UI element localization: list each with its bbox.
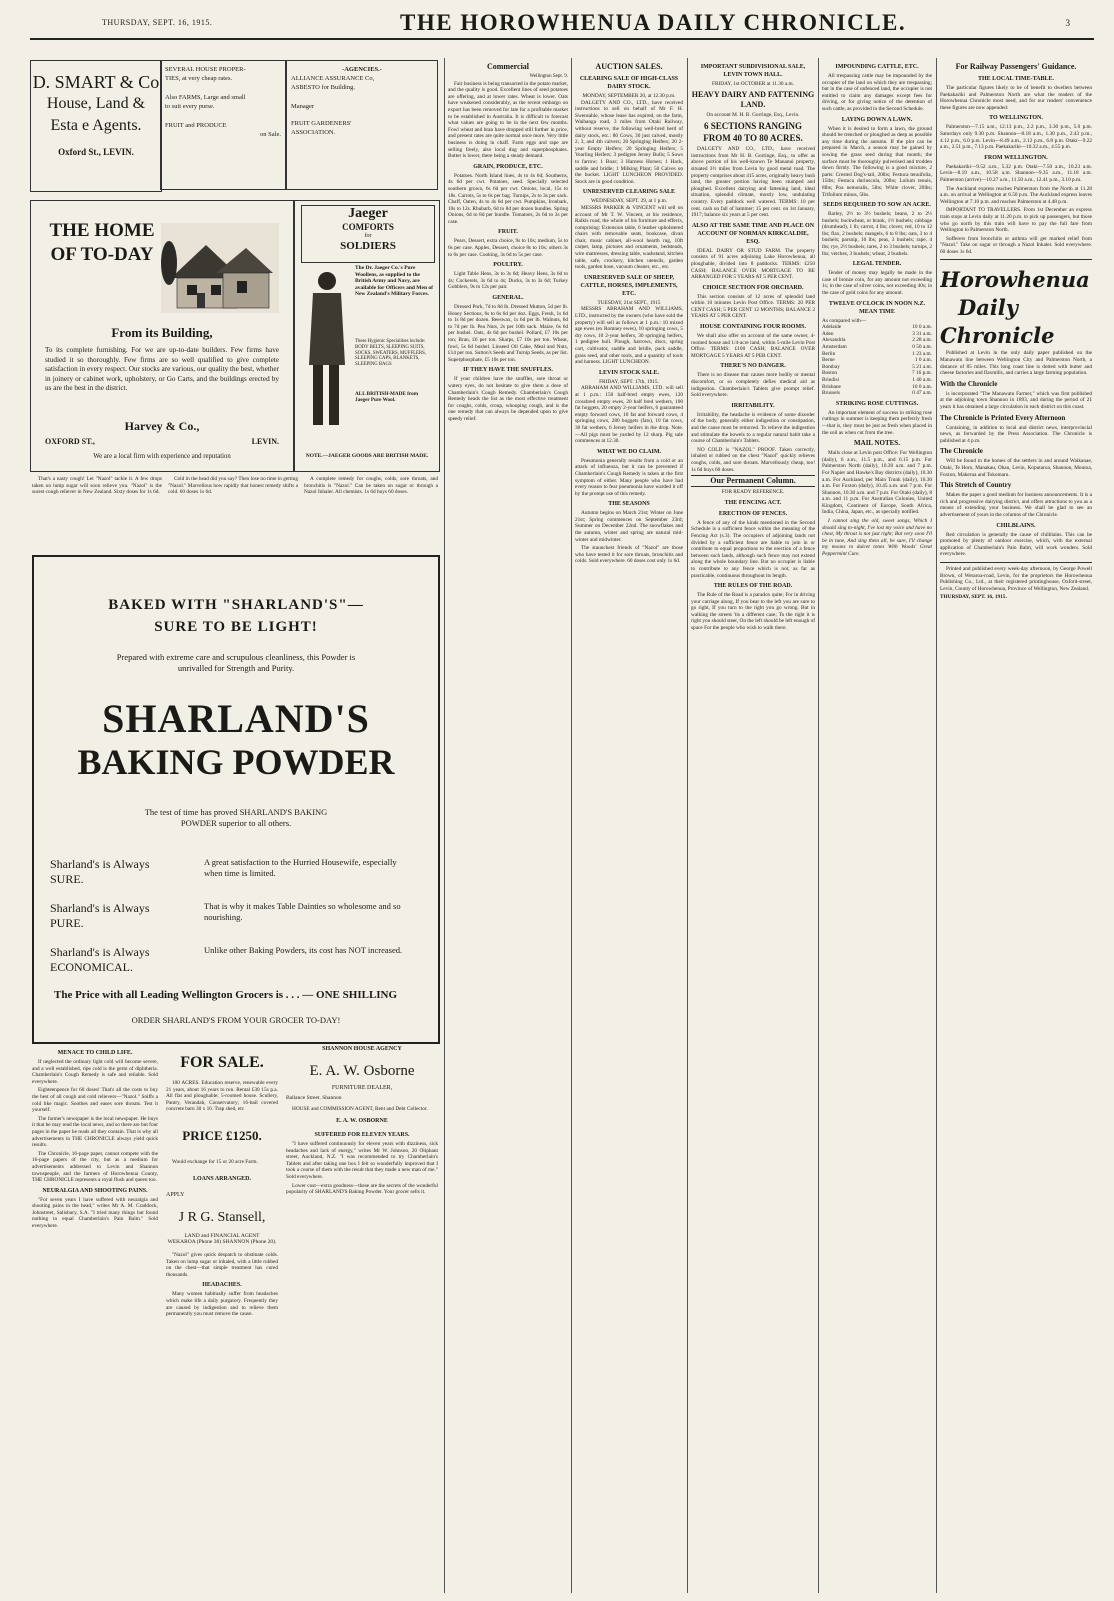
- prop-line: Also FARMS, Large and small: [165, 94, 246, 101]
- chilblains-text: Red circulation is generally the cause of chilblains. This can be promoted by plenty of outdoor exercise, which, with the external application of Chamberlain's Pain Balm, will work wonders. Sold everywhere.: [940, 531, 1092, 558]
- the-chronicle-text: Will be found in the homes of the settlers in and around Waikanae, Otaki, Te Horo, Manakau, Ohau, Levin, Koputaroa, Shannon, Moutoa, Foxton, Makerua and Tokomaru.: [940, 458, 1092, 478]
- forsale-ad: [166, 1046, 278, 1594]
- road-rules-text: The Rule of the Road is a paradox quite; For in driving your carriage along, If you bear to the left you are sure to go right, If you turn to the right you go wrong. But in walking the streets 'tis a different case; To the right it is right you should steer, On the left should be left enough of space For the people who wish to walk there.: [691, 592, 815, 632]
- poultry-text: Light Table Hens, 3s to 3s 6d; Heavy Hens, 3s 6d to 4s; Cockerels, 3s 6d to 4s; Ducks, 3s to 3s 6d; Turkey Gobblers, 9s to 12s per pair.: [448, 271, 568, 291]
- smart-name: D. SMART & Co: [32, 72, 160, 92]
- smart-address: Oxford St., LEVIN.: [58, 147, 134, 157]
- menace-heading: MENACE TO CHILD LIFE.: [57, 1050, 133, 1056]
- chronicle-brand-3: Chronicle: [940, 323, 1055, 349]
- mean-time-place: Amsterdam: [822, 344, 847, 350]
- to-wellington-heading: TO WELLINGTON.: [989, 115, 1043, 122]
- mean-time-row: [822, 370, 932, 377]
- levin-stock-heading: LEVIN STOCK SALE.: [598, 369, 660, 376]
- impounding-heading: IMPOUNDING CATTLE, ETC.: [835, 64, 919, 70]
- masthead: [30, 2, 1094, 40]
- house-illustration: [161, 223, 279, 313]
- osborne-body: HOUSE and COMMISSION AGENT, Rent and Debt Collector.: [292, 1105, 428, 1112]
- nazol-note: Eighteenpence for 60 doses! That's all the costs to buy the best of all cough and cold relievers—"Nazol." Sniffs a cold like magic. Soothes and eases sore throats. Test it yourself.: [32, 1087, 158, 1114]
- subdivision-column: [691, 60, 815, 1594]
- smart-properties-ad: [160, 60, 286, 190]
- commercial-body: Fair business is being transacted in the potato market, and the quality is good. Excellent lines of seed potatoes are offering, and at lower rates. Wheat is lower. Oats have weakened considerably, as the recent embargo on export has been removed for late for a profitable market to be established in Australia. It is difficult to forecast what values are going to be in the next few months. Fowl wheat and bran have dropped still further in price, and present rates are quite normal once more. Very little business is doing in chaff. Farm eggs and rape are selling freely, also local dug and superphosphates. Butter is lower, there being a steady demand.: [448, 80, 568, 160]
- mean-time-intro: As compared with—: [822, 317, 867, 324]
- the-chronicle-heading: The Chronicle: [940, 447, 983, 456]
- prop-line: FRUIT and PRODUCE: [165, 122, 227, 129]
- mean-time-place: Boston: [822, 370, 838, 377]
- column-rule: [687, 58, 688, 1593]
- smart-ad: [30, 60, 162, 192]
- mean-time-row: [822, 344, 932, 351]
- claim-text: Pneumonia generally results from a cold or an attack of influenza, but it can be prevented if Chamberlain's Cough Remedy is taken at the first symptom of either. Many people who have had every reason to fear pneumonia have warded it off by the prompt use of this remedy.: [575, 457, 683, 497]
- auckland-express-text: The Auckland express reaches Palmerston from the North at 11.28 a.m. on arrival at Wellington at 6.50 p.m. The Auckland express leaves Wellington at 7.10 p.m. and reaches Palmerston at 4.48 p.m.: [940, 185, 1092, 205]
- with-chronicle-heading: With the Chronicle: [940, 379, 998, 388]
- auction-title: AUCTION SALES.: [595, 62, 663, 71]
- auction-sale-2-heading: UNRESERVED CLEARING SALE: [582, 189, 676, 196]
- harvey-town: LEVIN.: [251, 437, 279, 446]
- neuralgia-heading: NEURALGIA AND SHOOTING PAINS.: [42, 1187, 148, 1194]
- agencies-line: Manager: [291, 103, 315, 110]
- harvey-address: OXFORD ST.,: [45, 437, 95, 446]
- claim-heading: WHAT WE DO CLAIM.: [596, 448, 661, 455]
- mean-time-place: Brisbane: [822, 383, 841, 390]
- rose-heading: STRIKING ROSE CUTTINGS.: [835, 400, 919, 407]
- sharland-ad: [32, 555, 440, 1044]
- rose-text: An important element of success in striking rose cuttings in summer is keeping them perfectly fresh—that is, they must be just as fresh when placed in the soil as when cut from the tree.: [822, 409, 932, 436]
- fences-heading: ERECTION OF FENCES.: [718, 510, 788, 517]
- osborne-ad: [286, 1046, 438, 1594]
- stansell-office: WEKAROA (Phone 38) SHANNON (Phone 20).: [167, 1239, 277, 1246]
- jaeger-line3: SOLDIERS: [340, 240, 396, 252]
- grain-heading: GRAIN, PRODUCE, ETC.: [473, 163, 543, 170]
- mean-time-heading: TWELVE O'CLOCK IN NOON N.Z. MEAN TIME: [828, 300, 926, 315]
- commercial-title: Commercial: [486, 62, 530, 71]
- auction-sale-2-text: MESSRS PARKER & VINCENT will sell on account of Mr T. W. Vincent, at his residence, Raikis road, the whole of his furniture and effects, comprising: Extension table, 6 leather upholstered chairs with removable seats, bookcase, divan chair, music cabinet, all-wool hearth rug, 10ft carpet, lamp, pictures and ornaments, bedsteads, wire mattresses, dressing table, washstand, kitchen table, safe, crockery, kitchen utensils, garden tools, garden hose, vacuum cleaner, etc., etc.: [575, 204, 683, 271]
- auction-sale-3-heading: UNRESERVED SALE OF SHEEP, CATTLE, HORSES, IMPLEMENTS, ETC.: [580, 274, 678, 297]
- mean-time-place: Aden: [822, 330, 834, 337]
- mean-time-place: Brussels: [822, 390, 840, 397]
- general-heading: GENERAL.: [492, 295, 524, 302]
- jaeger-line2: for: [364, 233, 372, 239]
- chronicle-note: The Chronicle, 16-page paper, cannot compete with the 16-page papers of the city, but as a medium for advertisements addressed to Levin and Shannon townspeople, and the farmers of Horowhenua County, THE CHRONICLE represents a royal flush and queen too.: [32, 1150, 158, 1184]
- sections-heading: 6 SECTIONS RANGING FROM 40 TO 80 ACRES.: [703, 121, 803, 144]
- sharland-price: The Price with all Leading Wellington Grocers is . . . — ONE SHILLING: [54, 989, 398, 1001]
- mean-time-value: 10 0 a.m.: [912, 324, 932, 331]
- commercial-dateline: Wellington Sept. 9.: [529, 74, 568, 79]
- no-danger-heading: THERE'S NO DANGER.: [720, 363, 786, 370]
- mean-time-value: 1 40 a.m.: [912, 376, 932, 383]
- sharland-order: ORDER SHARLAND'S FROM YOUR GROCER TO-DAY!: [131, 1015, 341, 1025]
- jaeger-footer: NOTE.—JAEGER GOODS ARE BRITISH MADE.: [305, 453, 429, 459]
- sharland-headline-2: SURE TO BE LIGHT!: [154, 619, 318, 635]
- fencing-heading: THE FENCING ACT.: [724, 499, 782, 506]
- forsale-loans: LOANS ARRANGED.: [192, 1175, 251, 1182]
- menace-text: If neglected the ordinary light cold will become severe, and a well established, ripe cold is the germ of diphtheria. Chamberlain's Cough Remedy is safe and reliable. Sold everywhere.: [32, 1059, 158, 1085]
- soldier-illustration: [301, 265, 351, 435]
- subdivision-date: FRIDAY, 1st OCTOBER at 11.30 a.m.: [712, 81, 794, 87]
- mean-time-place: Berlin: [822, 350, 836, 357]
- impounding-text: All trespassing cattle may be impounded by the occupier of the land on which they are trespassing; but in the case of unfenced land, the occupier is not entitled to claim any damages except fees for driving, or for giving notice of the detention of such cattle, as provided in the Second Schedule.: [822, 73, 932, 112]
- harvey-tagline: From its Building,: [111, 325, 213, 340]
- peppermint-verse: I cannot sing the old, sweet songs, Which I should sing to-night, I've lost my voice and have no chest, My throat is not just right; But very soon I'll be in tune, And sing them all, be sure, I'll change my moans to dulcet tones With Woods' Great Peppermint Cure.: [822, 518, 932, 558]
- mean-time-value: 3 31 a.m.: [912, 330, 932, 337]
- bottom-column-1: [32, 1046, 158, 1594]
- legal-tender-text: Tender of money may legally be made in the case of bronze coin, for any amount not exceeding 1s; in the case of silver coins, not exceeding 40s; in the case of gold coins for any amount.: [822, 270, 932, 297]
- seasons-heading: THE SEASONS: [608, 501, 650, 508]
- irritability-heading: IRRITABILITY.: [731, 402, 775, 409]
- mail-notes-text: Mails close at Levin post Office: For Wellington (daily), 6 a.m., 11.5 p.m., and 6.15 p.m. For Palmerston North (daily), 10.30 a.m. and 7 p.m. For Napier and Hawke's Bay districts (daily), 10.30 a.m. For Auckland, per Main Trunk (daily), 10.30 a.m. For Foxton (daily), 10.45 a.m. and 7 p.m. For Shannon, 10.30 a.m. and 7 p.m. For Otaki (daily), 8 a.m. and 11 p.m. For Australian Colonies, United Kingdom, Continent of Europe, South Africa, India, China, Japan, etc., as specially notified.: [822, 450, 932, 516]
- permanent-column-heading: Our Permanent Column.: [691, 475, 815, 487]
- irritability-text: Irritability, the headache is evidence of some disorder of the body, generally either indigestion or constipation, and the cause must be removed. To relieve the indigestion and stimulate the bowels to a regular natural habit take a course of Chamberlain's Tablets.: [691, 411, 815, 445]
- commercial-column: [448, 60, 568, 1594]
- sharland-headline-1: BAKED WITH "SHARLAND'S"—: [108, 597, 364, 613]
- from-wellington-times: Paekakariki—9.52 a.m., 5.32 p.m. Otaki—7.50 a.m., 10.23 a.m. Levin—8.19 a.m., 10.58 a.m. Shannon—9.35 a.m., 11.18 a.m. Palmerston (arrive)—10.27 a.m., 11.50 a.m., 12.41 p.m., 3.10 p.m.: [940, 163, 1092, 183]
- sharland-note: Lower cost—extra goodness—these are the secrets of the wonderful popularity of SHARLAND'S Baking Powder. Your grocer sells it.: [286, 1182, 438, 1196]
- stretch-heading: This Stretch of Country: [940, 481, 1012, 490]
- mean-time-place: Brindisi: [822, 376, 840, 383]
- masthead-title: THE HOROWHENUA DAILY CHRONICLE.: [400, 10, 907, 35]
- nazol-ad-2: Cold in the head did you say? Then lose no time in getting "Nazol." Marvellous how rapidly that honest remedy shifts a cold. 60 doses 1s 6d.: [168, 476, 298, 496]
- osborne-sub: FURNITURE DEALER,: [331, 1084, 393, 1091]
- prop-line: on Sale.: [260, 131, 281, 138]
- imprint-date: THURSDAY, SEPT. 16, 1915.: [940, 594, 1007, 601]
- lawn-heading: LAYING DOWN A LAWN.: [841, 116, 913, 123]
- osborne-address: Ballance Street. Shannon: [286, 1095, 342, 1102]
- mail-notes-heading: MAIL NOTES.: [854, 439, 900, 448]
- nazol-ad-1: That's a nasty cough! Let "Nazol" tackle it. A few drops taken on lump sugar will soon relieve you. "Nazol" is the surest cough reliever in New Zealand. Sixty doses for 1s 6d.: [32, 476, 162, 496]
- farmer-note: The farmer's newspaper is the local newspaper. He buys it that he may read the local news, and so there are but four pages in the paper he reads all they contain. That is why all advertisements in THE CHRONICLE always yield quick results.: [32, 1115, 158, 1149]
- harvey-footer: We are a local firm with experience and reputation: [93, 453, 231, 460]
- dairy-land-heading: HEAVY DAIRY AND FATTENING LAND.: [691, 89, 815, 109]
- mean-time-value: 7 16 p.m.: [911, 370, 932, 377]
- mean-time-value: 10 0 a.m.: [912, 383, 932, 390]
- kirkcaldie-heading: ALSO AT THE SAME TIME AND PLACE ON ACCOUNT OF NORMAN KIRKCALDIE, ESQ.: [691, 222, 815, 245]
- agencies-line: ASBESTO for Building.: [291, 84, 355, 91]
- general-text: Dressed Pork, 7d to 8d lb. Dressed Mutton, 5d per lb. Honey Sections, 6s to 6s 6d per doz. Eggs, Fresh, 1s 6d to 1s 8d per dozen. Beeswax, 1s 6d per lb. Walnuts, 6d to 7d per lb. Pea Nuts, 2s per 10lb sack. Maize, 6s 6d per bushel. Oats, 4s 6d per bushel. Pollard, £7 10s per ton; Bran, £6 per ton. Sharps, £7 10s per ton. Wheat, fowl, 5s 6d bushel. Linseed Oil Cake, Meal and Nuts, £14 per ton. Sutton's Seeds and Turnip Seeds, as per list. Superphosphate, £5 10s per ton.: [448, 304, 568, 363]
- mean-time-table: [822, 324, 932, 397]
- subdivision-text: DALGETY AND CO., LTD., have received instructions from Mr H. B. Gorringe, Esq., to offer as above portion of his well-known Te Mananui property, situated 3½ miles from Levin by good metal road. The property comprises about 415 acres, originally heavy bush land, the greater portion having been stumped and ploughed. Excellent dairying and fattening land, ideal situation, splendid climate, mostly low, undulating country. Every paddock well watered. TERMS: 10 per cent. cash on fall of hammer; 15 per cent. on 1st January, 1917; balance six years at 5 per cent.: [691, 146, 815, 219]
- mean-time-value: 5 21 a.m.: [912, 363, 932, 370]
- harvey-body: To its complete furnishing. For we are up-to-date builders. Few firms have studied it so thoroughly. Few firms are so well qualified to give complete satisfaction in every respect. Our stocks are various, our quality the best, whether in joinery or cabinet work, upholstery, or Go Carts, and the buildings erected by us are the best in the district.: [45, 346, 279, 392]
- forsale-title: FOR SALE.: [180, 1054, 264, 1071]
- sharland-test: The test of time has proved SHARLAND'S BAKING POWDER superior to all others.: [144, 807, 328, 828]
- chronicle-desc: Published at Levin in the only daily paper published on the Manawatu line between Wellington City and Palmerston North, a distance of 85 miles. This long coast line is dotted with butter and cheese factories and flaxmills, and carries a large farming population.: [940, 350, 1092, 377]
- levin-stock-date: FRIDAY, SEPT. 17th, 1915.: [599, 378, 659, 385]
- forsale-acres: 100 ACRES. Education reserve, renewable every 21 years, about 16 years to run. Rental £30 15s p.a. All flat and ploughable; 5-roomed house. Scullery, Pantry, Verandah, Conservatory; 16-bail covered concrete barn 30 x 16. Trap shed, etc: [166, 1080, 278, 1113]
- jaeger-line1: COMFORTS: [342, 222, 394, 232]
- page-number: 3: [1065, 18, 1070, 28]
- column-rule: [571, 58, 572, 1593]
- auction-column: [575, 60, 683, 1594]
- travellers-text: IMPORTANT TO TRAVELLERS. From 1st December an express train stops at Levin daily at 11.20 p.m. to pick up passengers, but those who go north by this train will have to pay the full fare from Wellington to Palmerston North.: [940, 207, 1092, 234]
- reference-column: [822, 60, 932, 1594]
- smart-line2: House, Land &: [46, 95, 146, 112]
- subdivision-account: On account M. H. B. Gorringe, Esq., Levin.: [706, 111, 800, 118]
- sharland-sure: Sharland's is Always SURE.: [50, 857, 150, 886]
- sharland-intro: Prepared with extreme care and scrupulous cleanliness, this Powder is unrivalled for Strength and Purity.: [116, 652, 356, 673]
- road-rules-heading: THE RULES OF THE ROAD.: [713, 583, 793, 590]
- mean-time-value: 0 47 a.m.: [912, 390, 932, 397]
- headaches-text: Many women habitually suffer from headaches which make life a daily purgatory. Frequently they are caused by indigestion and to relieve them permanently you must remove the cause.: [166, 1291, 278, 1318]
- stansell-name: J R G. Stansell,: [178, 1209, 266, 1225]
- nazol-note-2: "Nazol" gives quick despatch to obstinate colds. Taken on lump sugar or inhaled, with a little rubbed on the chest—that simple treatment has cured thousands.: [166, 1251, 278, 1278]
- orchard-text: This section consists of 12 acres of splendid land within 10 minutes Levin Post Office. TERMS: 20 PER CENT CASH; 5 PER CENT 12 MONTHS; BALANCE 2 YEARS AT 5 PER CENT.: [691, 293, 815, 320]
- no-danger-text: There is no disease that causes more bodily or mental discomfort, or so completely defies medical aid as indigestion. Chamberlain's Tablets give prompt relief. Sold everywhere.: [691, 372, 815, 399]
- seasons-text: Autumn begins on March 21st; Winter on June 21st; Spring commences on September 23rd; Summer on December 22nd. The snowflakes and the autumn, winter and spring are natural mid-winter and midwinter.: [575, 510, 683, 543]
- jaeger-origin: ALL BRITISH-MADE from Jaeger Pure Wool.: [355, 391, 419, 404]
- poultry-heading: POULTRY.: [493, 262, 523, 269]
- timetable-heading: THE LOCAL TIME-TABLE.: [978, 76, 1054, 82]
- jaeger-name: Jaeger: [348, 206, 388, 221]
- smart-line3: Esta e Agents.: [50, 117, 142, 134]
- fruit-heading: FRUIT.: [498, 229, 518, 236]
- auction-sale-2-date: WEDNESDAY, SEPT. 29, at 1 p.m.: [590, 198, 668, 205]
- subdivision-heading: IMPORTANT SUBDIVISIONAL SALE, LEVIN TOWN HALL.: [700, 64, 806, 78]
- auction-sale-3-date: TUESDAY, 21st SEPT., 1915: [597, 299, 661, 306]
- forsale-apply: APPLY: [166, 1192, 185, 1199]
- from-wellington-heading: FROM WELLINGTON.: [984, 154, 1048, 161]
- forsale-price: PRICE £1250.: [182, 1127, 262, 1143]
- masthead-date: THURSDAY, SEPT. 16, 1915.: [102, 18, 213, 27]
- harvey-headline-2: OF TO-DAY: [50, 244, 154, 265]
- mean-time-row: [822, 331, 932, 338]
- mean-time-value: 1 0 a.m.: [914, 357, 932, 364]
- neuralgia-text: "For seven years I have suffered with neuralgia and shooting pains in the head," writes Mr A. M. Craddock, Johnstreet, Salisbury, S.A. "I tried many things but found nothing to equal Chamberlain's Pain Balm." Sold everywhere.: [32, 1196, 158, 1230]
- chilblains-heading: CHILBLAINS.: [996, 522, 1036, 529]
- sharland-product: BAKING POWDER: [77, 742, 395, 782]
- mean-time-row: [822, 351, 932, 358]
- fruit-text: Pears, Dessert, extra choice, 9s to 10s; medium, 5s to 6s per case. Apples, Dessert, choice 8s to 10s; others 3s to 6s per case. Cooking, 3s 6d to 5s per case.: [448, 238, 568, 258]
- jaeger-list: These Hygienic Specialities include: BODY BELTS, SLEEPING SUITS, SOCKS, SWEATERS, MUFFLERS, SLEEPING CAPS, BLANKETS, SLEEPING BAGS: [355, 339, 427, 368]
- sharland-sure-text: A great satisfaction to the Hurried Housewife, especially when time is limited.: [204, 857, 397, 878]
- mean-time-row: [822, 377, 932, 384]
- orchard-heading: CHOICE SECTION FOR ORCHARD.: [702, 284, 804, 291]
- agencies-line: ALLIANCE ASSURANCE Co,: [291, 75, 375, 82]
- auction-sale-1-text: DALGETY AND CO., LTD., have received instructions to sell on behalf of Mr F. H. Swensahle, whose lease has expired, on the farm, Waihanga road, 3 miles from Otaki Railway, without reserve, the following well-bred herd of dairy stock, etc.: 80 Cows, 30 just calved, mostly 2, 3, and 4th calvers; 20 Springing Heifers; 20 2-year Empty Heifers; 20 Springing Heifers; 5 Yearling Heifers; 3 pedigree Jersey Bulls; 5 Sows to farrow; 1 Boar; 3 Harness Horses; 1 Hack, saddle and bridle; 1 Milking Plant; 50 Calves on the bucket. LIGHT LUNCHEON PROVIDED. Stock are in good condition.: [575, 99, 683, 185]
- mean-time-row: [822, 390, 932, 397]
- fencing-text: A fence of any of the kinds mentioned in the Second Schedule is a sufficient fence within the meaning of the Fencing Act (s.3). The occupiers of adjoining lands not divided by a sufficient fence are liable to join in or contribute to equal proportions to the erection of a fence between such lands, although such fence may not extend along the whole boundary line. But no occupier is liable to contribute to any fence which is not, as far as practicable, continuous throughout its length.: [691, 519, 815, 579]
- column-rule: [444, 58, 445, 1593]
- imprint-text: Printed and published every week-day afternoon, by George Powell Brown, of Weraroa-road, Levin, for the proprietors the Horowhenua Publishing Co., Ltd., at their registered printinghouse, Oxford-street, Levin, County of Horowhenua, Province of Wellington, New Zealand.: [940, 565, 1092, 592]
- mean-time-row: [822, 364, 932, 371]
- jaeger-ad: [294, 200, 440, 472]
- levin-stock-text: ABRAHAM AND WILLIAMS, LTD. will sell at 1 p.m.: 150 half-bred empty ewes, 120 crossbred empty ewes, 20 half bred wethers, 100 fat hoggets, 20 empty 2-year heifers, 6 guaranteed empty forward cows, 10 fat and forward cows, 4 springing cows, 280 hoggets (fats), 10 fat cows, 30 fat wethers, 6 Jersey heifers in the drop. Note.—All pigs must be yarded by 12 sharp. Pig sale commences at 12.30.: [575, 385, 683, 445]
- mean-time-row: [822, 384, 932, 391]
- mean-time-value: 1 23 a.m.: [912, 350, 932, 357]
- printed-text: Containing, in addition to local and district news, interprovincial news, as forwarded by the Press Association. The Chronicle is published at 4 p.m.: [940, 424, 1092, 444]
- agencies-line: ASSOCIATION.: [291, 129, 336, 136]
- legal-tender-heading: LEGAL TENDER.: [852, 261, 902, 268]
- sharland-pure-text: That is why it makes Table Dainties so wholesome and so nourishing.: [204, 901, 401, 922]
- agencies-line: FRUIT GARDENERS': [291, 120, 352, 127]
- mean-time-value: 2 28 a.m.: [912, 337, 932, 344]
- nazol-note-4: NO COLD is "NAZOL" PROOF. Taken correctly, inhaled or rubbed on the chest "Nazol" quickly relieves coughs, colds, and sore throats. Marvellously cheap, too! 1s 6d buys 60 doses.: [691, 446, 815, 473]
- mean-time-row: [822, 324, 932, 331]
- agencies-title: -AGENCIES.-: [342, 66, 382, 73]
- auction-sale-1-heading: CLEARING SALE OF HIGH-CLASS DAIRY STOCK.: [579, 76, 679, 90]
- house-text: We shall also offer on account of the same owner, 4-roomed house and 1/4-acre land, within 5-mile Levin Post Office. TERMS: £100 CASH; BALANCE OVER MORTGAGE 5 YEARS AT 5 PER CENT.: [691, 333, 815, 359]
- stansell-sub: LAND and FINANCIAL AGENT: [184, 1232, 260, 1239]
- auction-sale-3-text: MESSRS ABRAHAM AND WILLIAMS, LTD., instructed by the owners (who have sold the property) will sell as follows at 1 p.m.: 10 mixed age ewes (ex Romney ewes), 10 springing cows, 5 dry cows, 10 2-year heifers, 30 springing heifers, 1 pedigree bull. Plough, harrows, discs, spring cart, cultivator, saddle and bridle, pack saddle, grass seed, and other tools, and a quantity of tools and harness. LIGHT LUNCHEON.: [575, 306, 683, 366]
- prop-line: TIES, at very cheap rates.: [165, 75, 233, 82]
- harvey-ad: [30, 200, 294, 472]
- jaeger-body: The Dr. Jaeger Co.'s Pure Woollens, as supplied to the British Army and Navy, are available for Officers and Men of New Zealand's Military Forces.: [355, 265, 433, 298]
- grain-text: Potatoes. North Island lines, 4s to 4s 6d; Southerns, 4s 6d per cwt. Potatoes, seed. Specially selected southern grown, 6s 6d per cwt. Onions, local, 15s to 18s. Carrots, 5s to 6s per bag. Turnips, 2s to 3s per sack. Chaff, Oaten, 4s to 4s 6d per cwt. Pumpkins, Ironbark, 10s to 12s. Rhubarb, 6d to 8d per dozen bundles. Spring Onions, 6d to 8d per bundle. Tomatoes, 2s 6d to 3s per case.: [448, 172, 568, 225]
- seeds-heading: SEEDS REQUIRED TO SOW AN ACRE.: [823, 202, 931, 209]
- eleven-years-text: "I have suffered continuously for eleven years with dizziness, sick headaches and lack of energy," writes Mr W. Johnson, 20 Oliphant street, Auckland, N.Z. "I was recommended to try Chamberlain's Tablets and after taking one box I felt so wonderfully improved that I took a course of them with the result that they made a new man of me." Sold everywhere.: [286, 1140, 438, 1180]
- seeds-text: Barley, 2½ to 3½ bushels; beans, 2 to 2½ bushels; buckwheat, or brank, 1½ bushels; cabbage (drumhead), 1 lb; carrot, 4 lbs; clover, red, 10 to 12 lbs; flax, 2 bushels; mangels, 6 to 8 lbs; oats, 3 to 4 bushels; parsnip, 10 lbs; peas, 3 bushels; rape, 4 lbs; rye, 2½ bushels; tares, 2 to 3 bushels; turnips, 2 lbs; vetches, 3 bushels; wheat, 2 bushels.: [822, 211, 932, 257]
- prop-line: to suit every purse.: [165, 103, 215, 110]
- chronicle-column: [940, 60, 1092, 1594]
- forsale-terms: Would exchange for 15 or 20 acre Farm.: [172, 1158, 258, 1165]
- eleven-years-heading: SUFFERED FOR ELEVEN YEARS.: [314, 1131, 410, 1138]
- mean-time-value: 0 50 a.m.: [912, 344, 932, 350]
- mean-time-place: Bombay: [822, 363, 840, 370]
- mean-time-place: Adelaide: [822, 324, 842, 331]
- stud-farm-text: IDEAL DAIRY OR STUD FARM. The property consists of 91 acres adjoining Lake Horowhenua, all ploughable, divided into 8 paddocks. TERMS: £250 CASH; BALANCE OVER MORTGAGE TO BE ARRANGED FOR 5 YEARS AT 5 PER CENT.: [691, 247, 815, 281]
- nazol-note-5: Sufferers from bronchitis or asthma will get marked relief from "Nazol." Take on sugar or through a Nazol Inhaler. Sold everywhere. 60 doses 1s 6d.: [940, 235, 1092, 255]
- auction-sale-1-date: MONDAY, SEPTEMBER 20, at 12.30 p.m.: [582, 93, 676, 99]
- nazol-note-3: The staunchest friends of "Nazol" are those who have tested it for sore throats, bronchitis and colds. Sold everywhere. 60 doses cost only 1s 6d.: [575, 545, 683, 565]
- agencies-ad: [286, 60, 438, 190]
- snuffles-heading: IF THEY HAVE THE SNUFFLES.: [463, 367, 553, 374]
- timetable-intro: The particular figures likely to be of benefit to dwellers between Paekakariki and Palmerston North are what the readers of the Horowhenua Chronicle most need, and for our readers' convenience these figures are now appended:: [940, 85, 1092, 111]
- stretch-text: Makes the paper a good medium for business announcements. It is a rich and progressive dairying district, and offers attractions to you as a means of extending your business. We shall be glad to see an advertisement of yours in the columns of the Chronicle.: [940, 492, 1092, 518]
- nazol-ad-3: A complete remedy for coughs, colds, sore throats, and bronchitis is "Nazol." Can be taken on sugar or through a Nazol Inhaler. All chemists. 1s 6d buys 60 doses.: [304, 476, 438, 496]
- mean-time-place: Alexandria: [822, 337, 846, 344]
- chronicle-brand-1: Horowhenua: [940, 267, 1090, 293]
- mean-time-row: [822, 357, 932, 364]
- lawn-text: When it is desired to form a lawn, the ground should be trenched or ploughed as deep as possible any time during the autumn. If the plot can be prepared in March, a season may be gained by sowing the grass seed during that month; the surface must be thoroughly pulverised and trodden down firmly. The following is a good mixture, 2 parts: Crested Dog's-tail, 20lbs; Festuca tenuifolia, 15lbs; Festuca duriuscula, 20lbs; Lolium tenuis, 8lbs; Poa nemoralis, 5lbs; White clover, 20lbs; Trifolium minus, 5lbs.: [822, 125, 932, 198]
- headaches-heading: HEADACHES.: [202, 1282, 242, 1289]
- prop-line: SEVERAL HOUSE PROPER-: [165, 66, 246, 73]
- sharland-economical: Sharland's is Always ECONOMICAL.: [50, 945, 150, 974]
- printed-heading: The Chronicle is Printed Every Afternoon: [940, 413, 1066, 422]
- railway-heading: For Railway Passengers' Guidance.: [955, 62, 1077, 71]
- snuffles-text: If your children have the snuffles, sore throat or watery eyes, do not hesitate to give them a dose of Chamberlain's Cough Remedy. Chamberlain's Cough Remedy heads the list as the most effective treatment for coughs, colds, croup, whooping cough, and is the one remedy that can always be depended upon to give speedy relief.: [448, 376, 568, 422]
- sharland-brand: SHARLAND'S: [102, 696, 370, 741]
- osborne-agency: SHANNON HOUSE AGENCY: [322, 1046, 402, 1052]
- osborne-name: E. A. W. Osborne: [309, 1062, 415, 1079]
- with-chronicle-text: is incorporated "The Manawatu Farmer," which was first published at the adjoining town Shannon in 1893, and during the period of 21 years it has obtained a large circulation in each district on this coast.: [940, 390, 1092, 411]
- column-rule: [818, 58, 819, 1593]
- harvey-name: Harvey & Co.,: [124, 419, 200, 433]
- sharland-economical-text: Unlike other Baking Powders, its cost has NOT increased.: [204, 945, 403, 955]
- to-wellington-times: Palmerston—7.15 a.m., 12.13 p.m., 2.2 p.m., 3.30 p.m., 5.0 p.m. Saturdays only 9.30 p.m. Shannon—8.18 a.m., 1.30 p.m., 2.43 p.m., 4.12 p.m., 6.0 p.m. Levin—8.49 a.m., 2.12 p.m., 6.8 p.m. Otaki—9.22 a.m., 2.51 p.m., 7.13 p.m. Paekakariki—10.32 a.m., 4.55 p.m.: [940, 124, 1092, 151]
- osborne-name-2: E. A. W. OSBORNE: [336, 1118, 388, 1125]
- column-rule: [936, 58, 937, 1593]
- sharland-pure: Sharland's is Always PURE.: [50, 901, 150, 930]
- mean-time-place: Berne: [822, 357, 835, 364]
- harvey-headline-1: THE HOME: [49, 220, 155, 241]
- permanent-column-sub: FOR READY REFERENCE.: [721, 489, 785, 496]
- chronicle-brand-2: Daily: [958, 295, 1018, 321]
- house-heading: HOUSE CONTAINING FOUR ROOMS.: [700, 324, 806, 331]
- mean-time-row: [822, 337, 932, 344]
